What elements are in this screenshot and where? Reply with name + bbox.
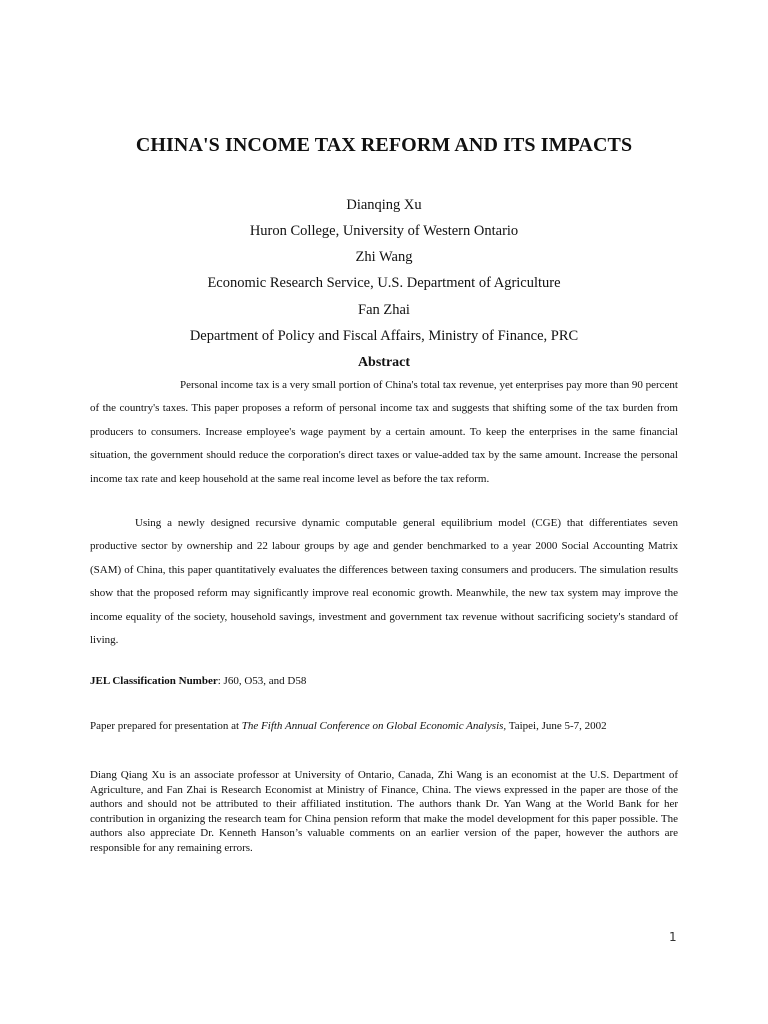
author-note: Diang Qiang Xu is an associate professor at University of Ontario, Canada, Zhi Wang is an economist at the U.S. Department of Agriculture, and Fan Zhai is Research Economist at Ministry of Finance, China. The views expressed in the paper are those of the authors and should not be attributed to their affiliated institution. The authors thank Dr. Yan Wang at the World Bank for her contribution in organizing the research team for China pension reform that make the model development for this paper possible. The authors also appreciate Dr. Kenneth Hanson’s valuable comments on an earlier version of the paper, however the authors are responsible for any remaining errors. xyxy=(90,769,678,854)
author-name-3: Fan Zhai xyxy=(358,302,410,318)
author-affiliation-2: Economic Research Service, U.S. Department of Agriculture xyxy=(207,275,561,291)
jel-codes: : J60, O53, and D58 xyxy=(217,675,307,687)
jel-label: JEL Classification Number xyxy=(90,675,218,687)
paper-title: CHINA'S INCOME TAX REFORM AND ITS IMPACTS xyxy=(135,134,633,156)
jel-classification xyxy=(90,675,678,687)
abstract-paragraph-1: Personal income tax is a very small portion of China's total tax revenue, yet enterprises pay more than 90 percent of the country's taxes. This paper proposes a reform of personal income tax and suggests that shifting some of the tax burden from producers to consumers. Increase employee's wage payment by a certain amount. To keep the enterprises in the same financial situation, the government should reduce the corporation's direct taxes or value-added tax by the same amount. Increase the personal income tax rate and keep household at the same real income level as before the tax reform. xyxy=(90,379,678,485)
author-affiliation-1: Huron College, University of Western Ontario xyxy=(249,223,519,239)
presentation-prefix: Paper prepared for presentation at xyxy=(90,720,242,732)
author-name-1: Dianqing Xu xyxy=(346,197,422,213)
presentation-note xyxy=(90,719,678,734)
conference-name: The Fifth Annual Conference on Global Economic Analysis, xyxy=(241,720,507,732)
presentation-suffix: Taipei, June 5-7, 2002 xyxy=(506,720,607,732)
abstract-paragraph-2: Using a newly designed recursive dynamic computable general equilibrium model (CGE) that differentiates seven productive sector by ownership and 22 labour groups by age and gender benchmarked to a year 2000 Social Accounting Matrix (SAM) of China, this paper quantitatively evaluates the differences between taxing consumers and producers. The simulation results show that the proposed reform may significantly improve real economic growth. Meanwhile, the new tax system may improve the income equality of the society, household savings, investment and government tax revenue without sacrificing society's standard of living. xyxy=(90,517,678,647)
author-name-2: Zhi Wang xyxy=(355,249,413,265)
page-number: 1 xyxy=(669,930,677,944)
author-affiliation-3: Department of Policy and Fiscal Affairs, Ministry of Finance, PRC xyxy=(189,328,579,344)
abstract-heading: Abstract xyxy=(357,355,411,370)
